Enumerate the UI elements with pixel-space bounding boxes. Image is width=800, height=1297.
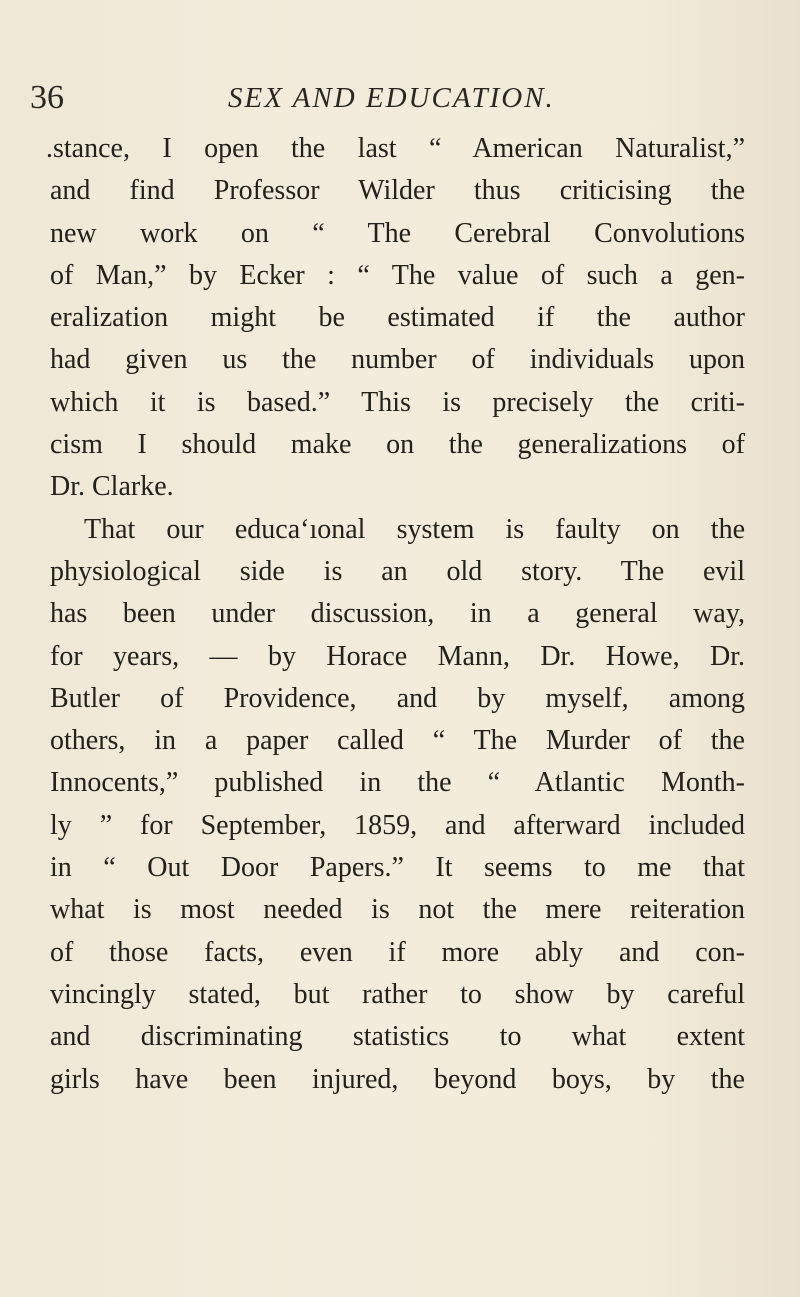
text-line: and discriminating statistics to what extent — [50, 1021, 745, 1053]
text-line: others, in a paper called “ The Murder of the — [50, 725, 745, 757]
text-line: girls have been injured, beyond boys, by the — [50, 1063, 745, 1095]
text-line: what is most needed is not the mere reiteration — [50, 894, 745, 926]
body-text — [46, 128, 745, 1101]
text-line: vincingly stated, but rather to show by careful — [50, 978, 745, 1010]
text-line: new work on “ The Cerebral Convolutions — [50, 217, 745, 249]
text-line: had given us the number of individuals upon — [50, 344, 745, 376]
text-line: cism I should make on the generalizations of — [50, 429, 745, 461]
page-header — [0, 72, 800, 120]
paragraph-first-line: That our educa‘ıonal system is faulty on the — [84, 513, 745, 545]
text-line: eralization might be estimated if the author — [50, 302, 745, 334]
text-line: physiological side is an old story. The evil — [50, 555, 745, 587]
text-line: in “ Out Door Papers.” It seems to me that — [50, 852, 745, 884]
text-line: of those facts, even if more ably and con- — [50, 936, 745, 968]
text-line: .stance, I open the last “ American Naturalist,” — [46, 133, 745, 164]
running-head: SEX AND EDUCATION. — [228, 82, 555, 114]
text-line: Butler of Providence, and by myself, among — [50, 682, 745, 714]
text-line: for years, — by Horace Mann, Dr. Howe, Dr. — [50, 640, 745, 672]
text-line: Dr. Clarke. — [50, 471, 174, 503]
text-line: Innocents,” published in the “ Atlantic Month- — [50, 767, 745, 799]
text-line: and find Professor Wilder thus criticising the — [50, 175, 745, 207]
text-line: ly ” for September, 1859, and afterward included — [50, 809, 745, 841]
page-number: 36 — [30, 79, 64, 116]
text-line: which it is based.” This is precisely the criti- — [50, 386, 745, 418]
text-line: of Man,” by Ecker : “ The value of such a gen- — [50, 259, 745, 291]
text-line: has been under discussion, in a general way, — [50, 598, 745, 630]
